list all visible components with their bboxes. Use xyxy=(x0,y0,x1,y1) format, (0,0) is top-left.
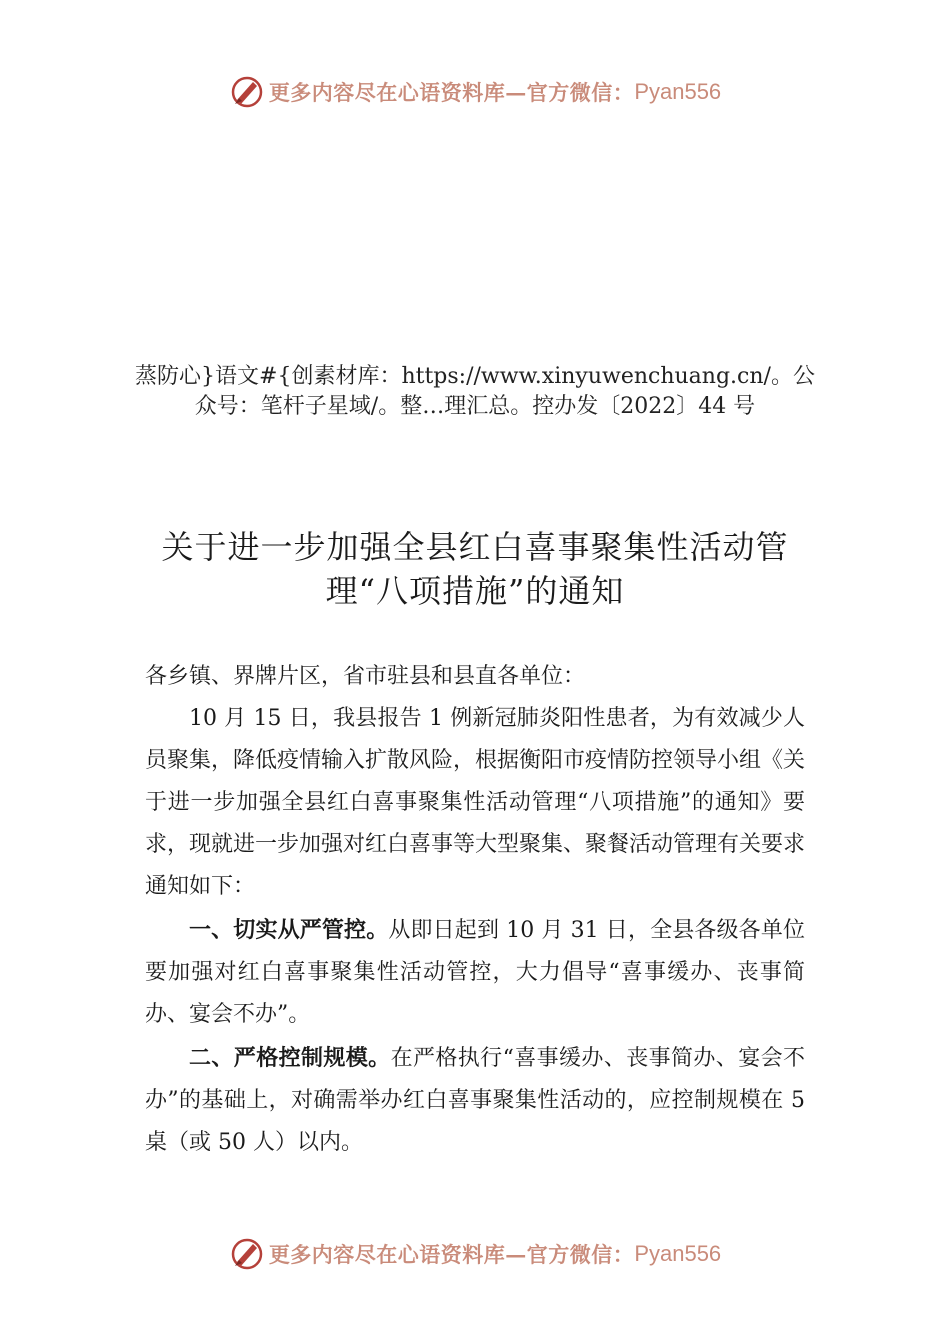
salutation: 各乡镇、界牌片区，省市驻县和县直各单位： xyxy=(145,664,586,689)
watermark-banner-bottom xyxy=(0,1232,950,1276)
item-2-heading: 二、严格控制规模。 xyxy=(189,1046,391,1071)
document-title: 关于进一步加强全县红白喜事聚集性活动管理“八项措施”的通知 xyxy=(161,528,789,610)
document-number: 蒸防心}语文#{创素材库：https://www.xinyuwenchuang.cn/。公众号：笔杆子星域/。整…理汇总。控办发〔2022〕44 号 xyxy=(135,364,815,419)
item-1-text: 从即日起到 10 月 31 日，全县各级各单位要加强对红白喜事聚集性活动管控，大力倡导“喜事缓办、丧事简办、宴会不办”。 xyxy=(145,918,805,1027)
watermark-id: Pyan556 xyxy=(634,1241,722,1266)
document-body xyxy=(145,656,805,1164)
item-2 xyxy=(145,1038,805,1164)
item-1-heading: 一、切实从严管控。 xyxy=(189,918,389,943)
item-1 xyxy=(145,910,805,1036)
watermark-id: Pyan556 xyxy=(634,79,722,104)
item-2-text: 在严格执行“喜事缓办、丧事简办、宴会不办”的基础上，对确需举办红白喜事聚集性活动的，应控制规模在 5 桌（或 50 人）以内。 xyxy=(145,1046,805,1155)
watermark-banner-top xyxy=(0,70,950,114)
watermark-text: 更多内容尽在心语资料库—官方微信： xyxy=(268,80,635,105)
pen-logo-icon xyxy=(229,74,265,110)
pen-logo-icon xyxy=(229,1236,265,1272)
watermark-text: 更多内容尽在心语资料库—官方微信： xyxy=(268,1242,635,1267)
intro-paragraph: 10 月 15 日，我县报告 1 例新冠肺炎阳性患者，为有效减少人员聚集，降低疫情输入扩散风险，根据衡阳市疫情防控领导小组《关于进一步加强全县红白喜事聚集性活动管理“八项措施”的通知》要求，现就进一步加强对红白喜事等大型聚集、聚餐活动管理有关要求通知如下： xyxy=(145,706,806,899)
